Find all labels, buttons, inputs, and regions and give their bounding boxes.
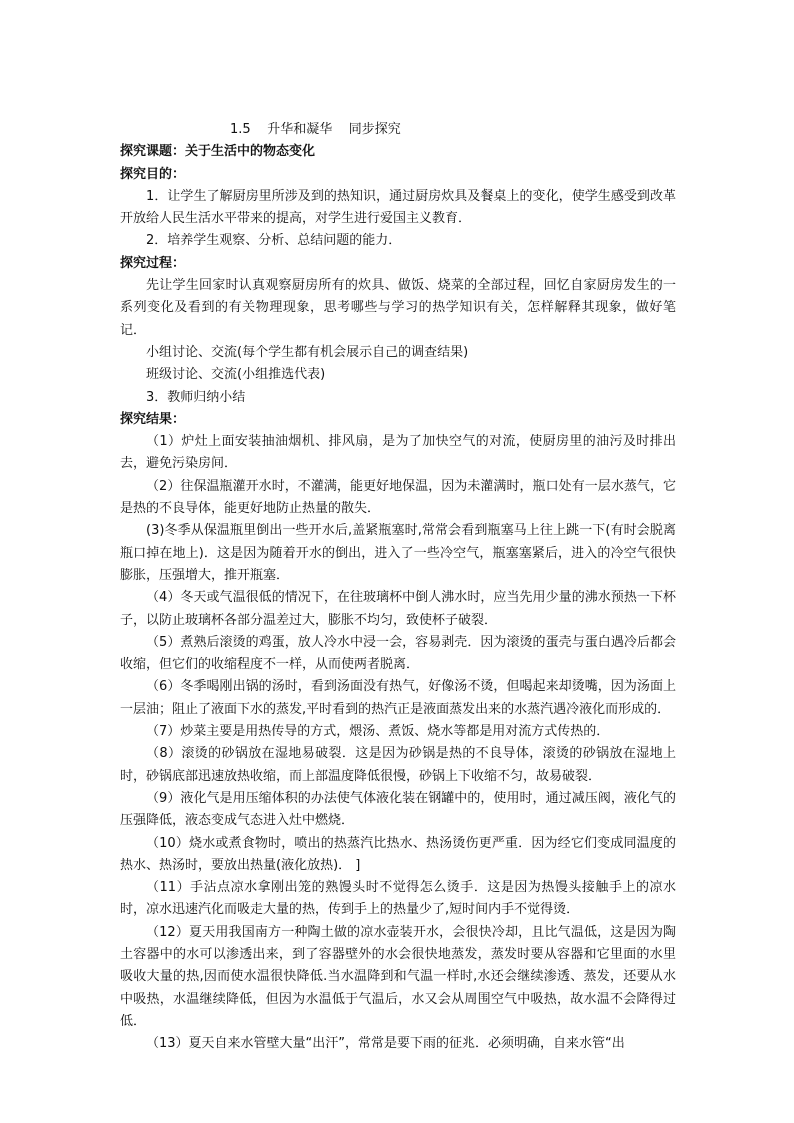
result-item-11: （11）手沾点凉水拿刚出笼的熟馒头时不觉得怎么烫手．这是因为热馒头接触手上的凉水时，凉水迅速汽化而吸走大量的热，传到手上的热量少了,短时间内手不觉得烫． bbox=[120, 880, 676, 918]
purpose-item: 1．让学生了解厨房里所涉及到的热知识，通过厨房炊具及餐桌上的变化，使学生感受到改革开放给人民生活水平带来的提高，对学生进行爱国主义教育． bbox=[120, 188, 676, 227]
process-item: 先让学生回家时认真观察厨房所有的炊具、做饭、烧菜的全部过程，回忆自家厨房发生的一系列变化及看到的有关物理现象，思考哪些与学习的热学知识有关，怎样解释其现象，做好笔记． bbox=[120, 278, 676, 338]
result-item-9: （9）液化气是用压缩体积的办法使气体液化装在钢罐中的，使用时，通过减压阀，液化气的压强降低，液态变成气态进入灶中燃烧． bbox=[120, 790, 676, 829]
result-item-5: （5）煮熟后滚烫的鸡蛋，放人冷水中浸一会，容易剥壳．因为滚烫的蛋壳与蛋白遇冷后都会收缩，但它们的收缩程度不一样，从而使两者脱离． bbox=[120, 634, 676, 673]
result-item-8: （8）滚烫的砂锅放在湿地易破裂．这是因为砂锅是热的不良导体，滚烫的砂锅放在湿地上时，砂锅底部迅速放热收缩，而上部温度降低很慢，砂锅上下收缩不匀，故易破裂． bbox=[120, 746, 676, 784]
document-body bbox=[120, 119, 676, 1055]
result-item-12: （12）夏天用我国南方一种陶土做的凉水壶装开水，会很快冷却，且比气温低，这是因为陶土容器中的水可以渗透出来，到了容器壁外的水会很快地蒸发，蒸发时要从容器和它里面的水里吸收大量的热,因而使水温很快降低.当水温降到和气温一样时,水还会继续渗透、蒸发，还要从水中吸热，水温继续降低，但因为水温低于气温后，水又会从周围空气中吸热，故水温不会降得过低． bbox=[120, 924, 676, 1029]
result-item-1: （1）炉灶上面安装抽油烟机、排风扇，是为了加快空气的对流，使厨房里的油污及时排出去，避免污染房间． bbox=[120, 434, 676, 472]
result-item-10: （10）烧水或煮食物时，喷出的热蒸汽比热水、热汤烫伤更严重．因为经它们变成同温度的热水、热汤时，要放出热量(液化放热)． ] bbox=[120, 835, 676, 873]
process-item: 小组讨论、交流(每个学生都有机会展示自己的调查结果) bbox=[146, 344, 469, 360]
result-item-3: (3)冬季从保温瓶里倒出一些开水后,盖紧瓶塞时,常常会看到瓶塞马上往上跳一下(有时会脱离瓶口掉在地上)．这是因为随着开水的倒出，进入了一些冷空气，瓶塞塞紧后，进入的冷空气很快膨胀，压强增大，推开瓶塞． bbox=[120, 523, 676, 583]
result-heading: 探究结果： bbox=[120, 411, 186, 427]
result-item-2: （2）往保温瓶灌开水时，不灌满，能更好地保温，因为未灌满时，瓶口处有一层水蒸气，它是热的不良导体，能更好地防止热量的散失． bbox=[120, 478, 676, 517]
process-heading: 探究过程： bbox=[120, 255, 186, 271]
result-item-4: （4）冬天或气温很低的情况下，在往玻璃杯中倒人沸水时，应当先用少量的沸水预热一下杯子，以防止玻璃杯各部分温差过大，膨胀不均匀，致使杯子破裂． bbox=[120, 590, 676, 628]
result-item-7: （7）炒菜主要是用热传导的方式，煨汤、煮饭、烧水等都是用对流方式传热的． bbox=[146, 724, 610, 740]
result-item-6: （6）冬季喝刚出锅的汤时，看到汤面没有热气，好像汤不烫，但喝起来却烫嘴，因为汤面上一层油；阻止了液面下水的蒸发,平时看到的热汽正是液面蒸发出来的水蒸汽遇冷液化而形成的． bbox=[120, 679, 676, 717]
topic-heading: 探究课题：关于生活中的物态变化 bbox=[120, 144, 316, 160]
process-item: 3．教师归纳小结 bbox=[146, 389, 246, 405]
page-title: 1.5 升华和凝华 同步探究 bbox=[230, 122, 401, 137]
process-item: 班级讨论、交流(小组推选代表) bbox=[146, 367, 326, 383]
purpose-heading: 探究目的： bbox=[120, 166, 186, 182]
result-item-13: （13）夏天自来水管壁大量“出汗”，常常是要下雨的征兆．必须明确，自来水管“出 bbox=[146, 1036, 625, 1052]
purpose-item: 2．培养学生观察、分析、总结问题的能力． bbox=[146, 233, 402, 249]
